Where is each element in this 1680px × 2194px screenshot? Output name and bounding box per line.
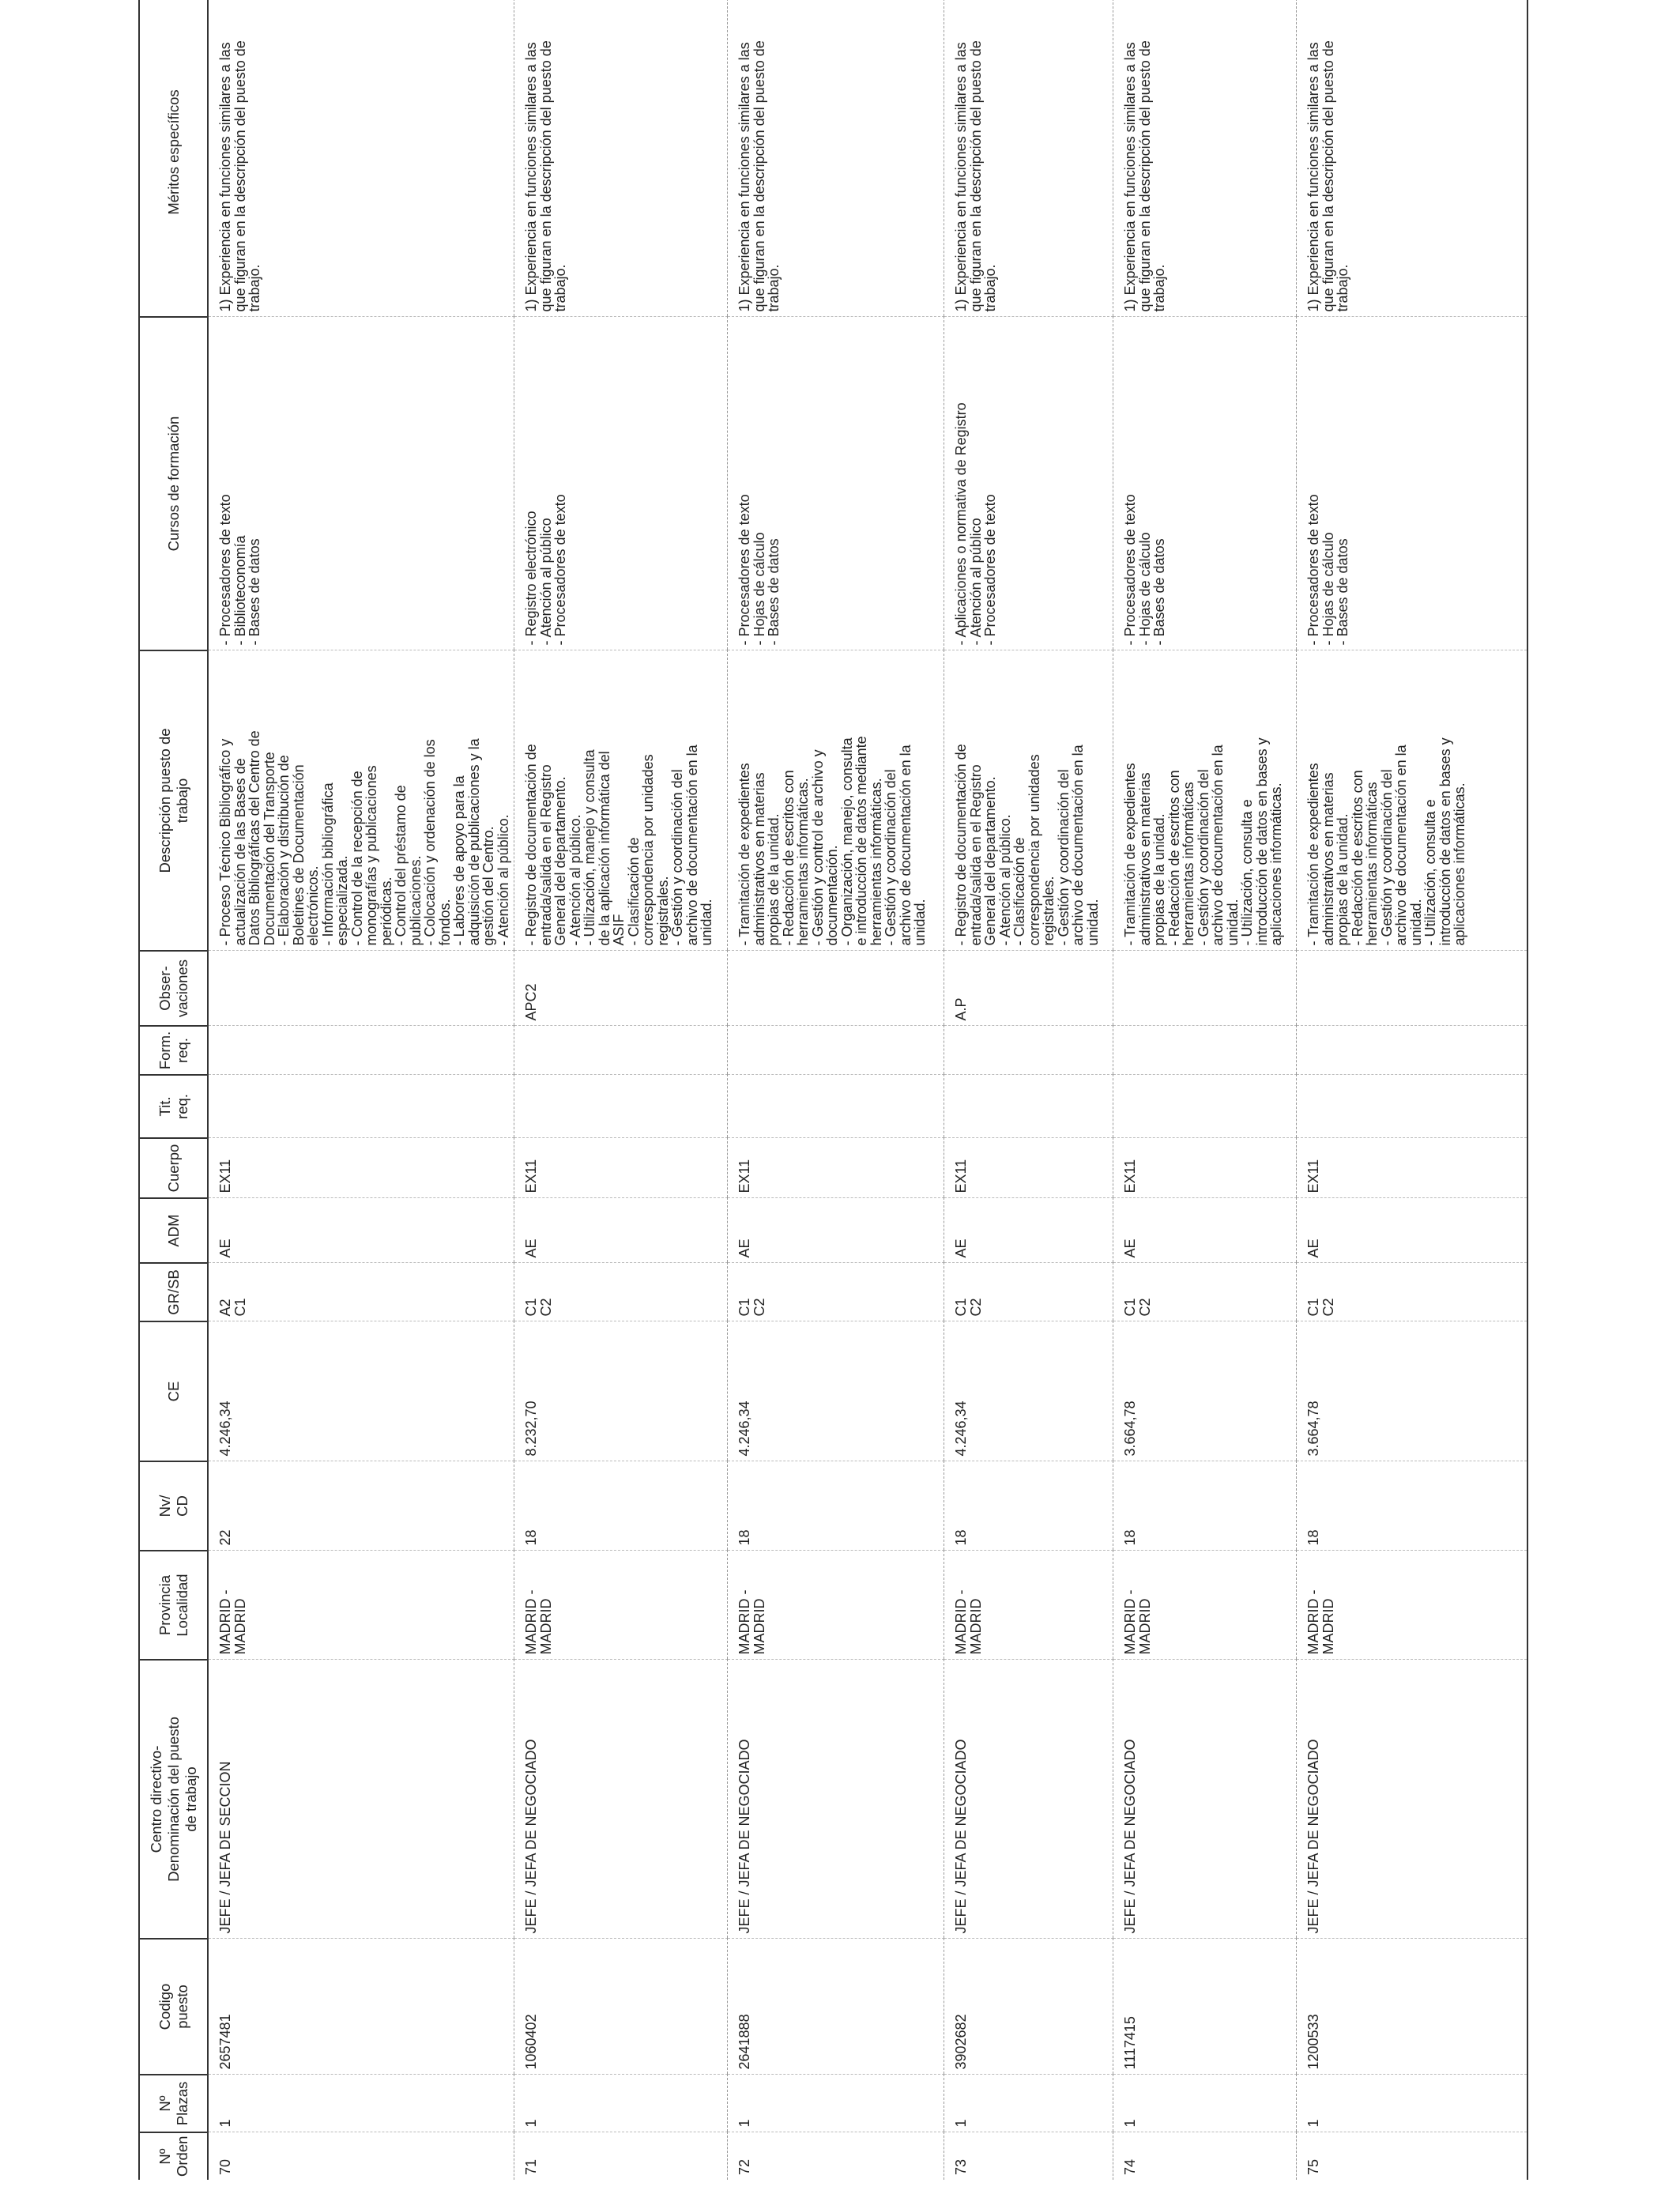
cell-grupo: C1 C2 bbox=[944, 1263, 1113, 1321]
cell-codigo: 2657481 bbox=[208, 1939, 514, 2075]
table-row bbox=[208, 0, 514, 2180]
cell-observaciones bbox=[1297, 951, 1527, 1026]
cell-meritos: 1) Experiencia en funciones similares a las que figuran en la descripción del puesto de trabajo. bbox=[944, 0, 1113, 317]
cell-meritos: 1) Experiencia en funciones similares a las que figuran en la descripción del puesto de trabajo. bbox=[1297, 0, 1527, 317]
cell-plazas: 1 bbox=[514, 2075, 728, 2132]
cell-titulacion bbox=[1113, 1075, 1297, 1138]
cell-cuerpo: EX11 bbox=[1297, 1138, 1527, 1198]
cell-meritos: 1) Experiencia en funciones similares a las que figuran en la descripción del puesto de trabajo. bbox=[208, 0, 514, 317]
cell-plazas: 1 bbox=[208, 2075, 514, 2132]
table-row bbox=[1113, 0, 1297, 2180]
cell-provincia: MADRID - MADRID bbox=[208, 1551, 514, 1660]
cell-cursos: - Procesadores de texto - Hojas de cálculo - Bases de datos bbox=[728, 317, 944, 650]
header-nivel: Nv/ CD bbox=[139, 1461, 208, 1551]
table-row bbox=[728, 0, 944, 2180]
cell-formacion bbox=[944, 1026, 1113, 1075]
cell-titulacion bbox=[944, 1075, 1113, 1138]
cell-ce: 3.664,78 bbox=[1113, 1321, 1297, 1461]
header-descripcion: Descripción puesto de trabajo bbox=[139, 650, 208, 951]
cell-centro: JEFE / JEFA DE NEGOCIADO bbox=[514, 1660, 728, 1939]
cell-cursos: - Procesadores de texto - Hojas de cálculo - Bases de datos bbox=[1113, 317, 1297, 650]
cell-observaciones bbox=[208, 951, 514, 1026]
cell-observaciones bbox=[1113, 951, 1297, 1026]
cell-descripcion: - Proceso Técnico Bibliográfico y actualización de las Bases de Datos Bibliográficas del Centro de Documentación del Transporte - Elaboración y distribución de Boletines de Documentación electrónicos. - Información bibliográfica especializada. - Control de la recepción de monografías y publicaciones periódicas. - Control del préstamo de publicaciones. - Colocación y ordenación de los fondos. - Labores de apoyo para la adquisición de publicaciones y la gestión del Centro. - Atención al público. bbox=[208, 650, 514, 951]
cell-observaciones: APC2 bbox=[514, 951, 728, 1026]
cell-cuerpo: EX11 bbox=[514, 1138, 728, 1198]
cell-orden: 72 bbox=[728, 2132, 944, 2180]
table-row bbox=[1297, 0, 1527, 2180]
cell-ce: 4.246,34 bbox=[728, 1321, 944, 1461]
cell-orden: 70 bbox=[208, 2132, 514, 2180]
cell-formacion bbox=[514, 1026, 728, 1075]
cell-orden: 75 bbox=[1297, 2132, 1527, 2180]
cell-codigo: 1060402 bbox=[514, 1939, 728, 2075]
cell-cuerpo: EX11 bbox=[1113, 1138, 1297, 1198]
cell-observaciones: A.P bbox=[944, 951, 1113, 1026]
cell-provincia: MADRID - MADRID bbox=[944, 1551, 1113, 1660]
cell-ce: 4.246,34 bbox=[208, 1321, 514, 1461]
cell-nivel: 18 bbox=[1297, 1461, 1527, 1551]
cell-formacion bbox=[1113, 1026, 1297, 1075]
cell-cuerpo: EX11 bbox=[208, 1138, 514, 1198]
cell-cursos: - Registro electrónico - Atención al público - Procesadores de texto bbox=[514, 317, 728, 650]
cell-formacion bbox=[208, 1026, 514, 1075]
cell-cuerpo: EX11 bbox=[728, 1138, 944, 1198]
cell-adm: AE bbox=[728, 1198, 944, 1263]
cell-provincia: MADRID - MADRID bbox=[728, 1551, 944, 1660]
cell-grupo: C1 C2 bbox=[728, 1263, 944, 1321]
cell-descripcion: - Registro de documentación de entrada/salida en el Registro General del departamento. - Atención al público. - Clasificación de correspondencia por unidades registrales. - Gestión y coordinación del archivo de documentación en la unidad. bbox=[944, 650, 1113, 951]
cell-nivel: 18 bbox=[944, 1461, 1113, 1551]
cell-ce: 3.664,78 bbox=[1297, 1321, 1527, 1461]
cell-cursos: - Procesadores de texto - Biblioteconomía - Bases de datos bbox=[208, 317, 514, 650]
header-ce: CE bbox=[139, 1321, 208, 1461]
cell-adm: AE bbox=[208, 1198, 514, 1263]
cell-centro: JEFE / JEFA DE NEGOCIADO bbox=[944, 1660, 1113, 1939]
cell-orden: 71 bbox=[514, 2132, 728, 2180]
cell-plazas: 1 bbox=[728, 2075, 944, 2132]
cell-cuerpo: EX11 bbox=[944, 1138, 1113, 1198]
header-centro: Centro directivo- Denominación del puesto de trabajo bbox=[139, 1660, 208, 1939]
cell-provincia: MADRID - MADRID bbox=[514, 1551, 728, 1660]
cell-nivel: 18 bbox=[728, 1461, 944, 1551]
cell-codigo: 2641888 bbox=[728, 1939, 944, 2075]
header-codigo: Codigo puesto bbox=[139, 1939, 208, 2075]
cell-plazas: 1 bbox=[1113, 2075, 1297, 2132]
header-cursos: Cursos de formación bbox=[139, 317, 208, 650]
table-row bbox=[514, 0, 728, 2180]
header-titulacion: Tit. req. bbox=[139, 1075, 208, 1138]
cell-titulacion bbox=[728, 1075, 944, 1138]
header-cuerpo: Cuerpo bbox=[139, 1138, 208, 1198]
table-row bbox=[944, 0, 1113, 2180]
cell-ce: 4.246,34 bbox=[944, 1321, 1113, 1461]
header-meritos: Méritos específicos bbox=[139, 0, 208, 317]
cell-adm: AE bbox=[1297, 1198, 1527, 1263]
cell-adm: AE bbox=[514, 1198, 728, 1263]
cell-ce: 8.232,70 bbox=[514, 1321, 728, 1461]
cell-descripcion: - Tramitación de expedientes administrativos en materias propias de la unidad. - Redacción de escritos con herramientas informáticas - Gestión y coordinación del archivo de documentación en la unidad. - Utilización, consulta e introducción de datos en bases y aplicaciones informáticas. bbox=[1297, 650, 1527, 951]
cell-codigo: 1117415 bbox=[1113, 1939, 1297, 2075]
cell-nivel: 22 bbox=[208, 1461, 514, 1551]
cell-meritos: 1) Experiencia en funciones similares a las que figuran en la descripción del puesto de trabajo. bbox=[514, 0, 728, 317]
cell-meritos: 1) Experiencia en funciones similares a las que figuran en la descripción del puesto de trabajo. bbox=[1113, 0, 1297, 317]
cell-centro: JEFE / JEFA DE NEGOCIADO bbox=[728, 1660, 944, 1939]
header-grupo: GR/SB bbox=[139, 1263, 208, 1321]
cell-codigo: 3902682 bbox=[944, 1939, 1113, 2075]
cell-titulacion bbox=[208, 1075, 514, 1138]
cell-nivel: 18 bbox=[514, 1461, 728, 1551]
header-adm: ADM bbox=[139, 1198, 208, 1263]
job-positions-table bbox=[138, 0, 1528, 2180]
cell-adm: AE bbox=[1113, 1198, 1297, 1263]
cell-formacion bbox=[1297, 1026, 1527, 1075]
cell-observaciones bbox=[728, 951, 944, 1026]
cell-cursos: - Aplicaciones o normativa de Registro - Atención al público - Procesadores de texto bbox=[944, 317, 1113, 650]
cell-provincia: MADRID - MADRID bbox=[1113, 1551, 1297, 1660]
cell-descripcion: - Tramitación de expedientes administrativos en materias propias de la unidad. - Redacción de escritos con herramientas informáticas. - Gestión y control de archivo y documentación. - Organización, manejo, consulta e introducción de datos mediante herramientas informáticas. - Gestión y coordinación del archivo de documentación en la unidad. bbox=[728, 650, 944, 951]
cell-descripcion: - Tramitación de expedientes administrativos en materias propias de la unidad. - Redacción de escritos con herramientas informáticas - Gestión y coordinación del archivo de documentación en la unidad. - Utilización, consulta e introducción de datos en bases y aplicaciones informáticas. bbox=[1113, 650, 1297, 951]
cell-descripcion: - Registro de documentación de entrada/salida en el Registro General del departamento. - Atención al público. - Utilización, manejo y consulta de la aplicación informática del ASIF - Clasificación de correspondencia por unidades registrales. - Gestión y coordinación del archivo de documentación en la unidad. bbox=[514, 650, 728, 951]
cell-titulacion bbox=[514, 1075, 728, 1138]
header-orden: Nº Orden bbox=[139, 2132, 208, 2180]
cell-grupo: C1 C2 bbox=[514, 1263, 728, 1321]
cell-orden: 74 bbox=[1113, 2132, 1297, 2180]
cell-cursos: - Procesadores de texto - Hojas de cálculo - Bases de datos bbox=[1297, 317, 1527, 650]
cell-adm: AE bbox=[944, 1198, 1113, 1263]
cell-codigo: 1200533 bbox=[1297, 1939, 1527, 2075]
cell-plazas: 1 bbox=[1297, 2075, 1527, 2132]
cell-grupo: A2 C1 bbox=[208, 1263, 514, 1321]
cell-formacion bbox=[728, 1026, 944, 1075]
header-plazas: Nº Plazas bbox=[139, 2075, 208, 2132]
header-observaciones: Obser- vaciones bbox=[139, 951, 208, 1026]
cell-orden: 73 bbox=[944, 2132, 1113, 2180]
cell-plazas: 1 bbox=[944, 2075, 1113, 2132]
cell-centro: JEFE / JEFA DE NEGOCIADO bbox=[1113, 1660, 1297, 1939]
cell-meritos: 1) Experiencia en funciones similares a las que figuran en la descripción del puesto de trabajo. bbox=[728, 0, 944, 317]
cell-centro: JEFE / JEFA DE NEGOCIADO bbox=[1297, 1660, 1527, 1939]
header-provincia: Provincia Localidad bbox=[139, 1551, 208, 1660]
cell-provincia: MADRID - MADRID bbox=[1297, 1551, 1527, 1660]
header-formacion: Form. req. bbox=[139, 1026, 208, 1075]
cell-grupo: C1 C2 bbox=[1297, 1263, 1527, 1321]
header-row bbox=[139, 0, 208, 2180]
cell-nivel: 18 bbox=[1113, 1461, 1297, 1551]
cell-grupo: C1 C2 bbox=[1113, 1263, 1297, 1321]
cell-centro: JEFE / JEFA DE SECCION bbox=[208, 1660, 514, 1939]
cell-titulacion bbox=[1297, 1075, 1527, 1138]
